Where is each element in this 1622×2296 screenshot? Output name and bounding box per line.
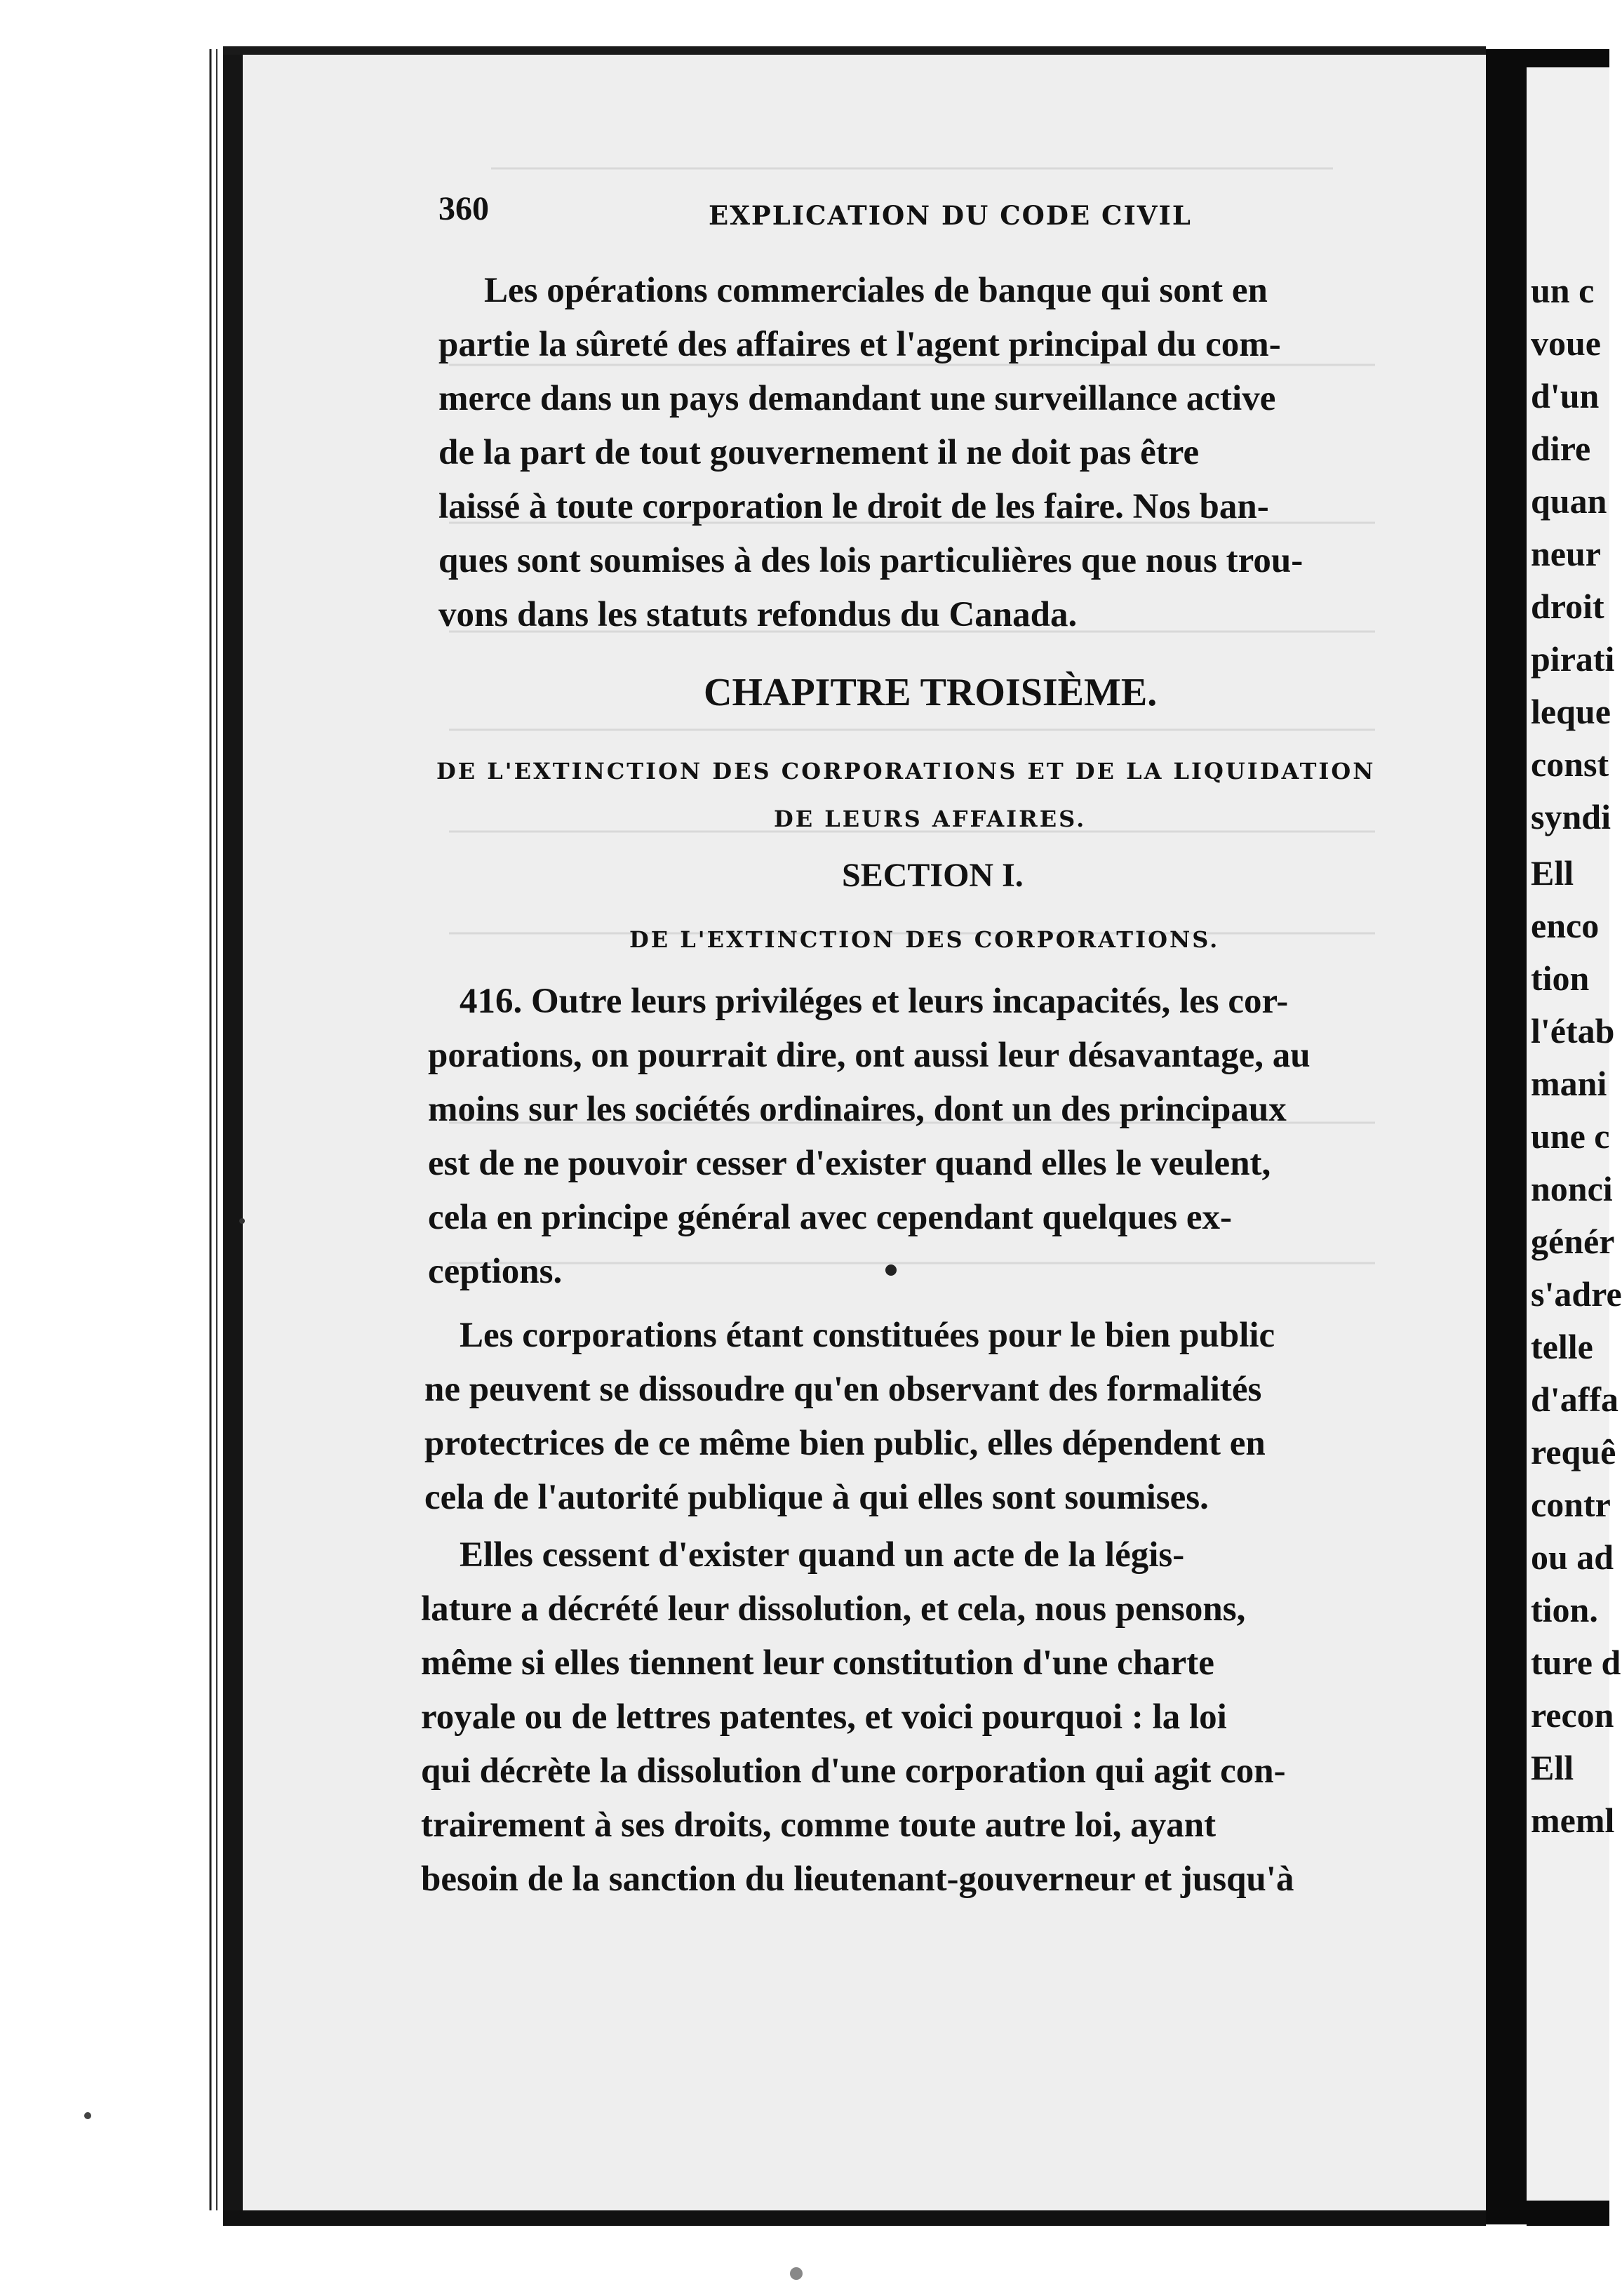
text-line: porations, on pourrait dire, ont aussi leur désavantage, au (428, 1036, 1311, 1075)
text-line: Les corporations étant constituées pour le bien public (460, 1316, 1275, 1355)
text-line: protectrices de ce même bien public, elles dépendent en (424, 1424, 1266, 1463)
text-line: partie la sûreté des affaires et l'agent principal du com- (438, 325, 1281, 364)
facing-line: un c (1531, 271, 1595, 310)
facing-line: enco (1531, 906, 1600, 945)
text-line: 416. Outre leurs priviléges et leurs incapacités, les cor- (460, 982, 1289, 1021)
text-line: merce dans un pays demandant une surveillance active (438, 379, 1276, 418)
text-line: royale ou de lettres patentes, et voici pourquoi : la loi (421, 1697, 1227, 1737)
facing-line: quan (1531, 481, 1607, 521)
facing-line: leque (1531, 692, 1611, 731)
facing-line: contr (1531, 1485, 1611, 1524)
facing-line: ou ad (1531, 1537, 1614, 1577)
text-line: Elles cessent d'exister quand un acte de la légis- (460, 1535, 1185, 1575)
facing-line: génér (1531, 1222, 1615, 1261)
facing-line: tion. (1531, 1590, 1598, 1629)
facing-line: tion (1531, 959, 1590, 998)
section-title: SECTION I. (842, 857, 1024, 894)
text-line: besoin de la sanction du lieutenant-gouverneur et jusqu'à (421, 1860, 1294, 1899)
facing-line: mani (1531, 1064, 1607, 1103)
facing-line: voue (1531, 323, 1601, 363)
text-line: Les opérations commerciales de banque qui sont en (484, 271, 1268, 310)
text-line: même si elles tiennent leur constitution d'une charte (421, 1643, 1214, 1683)
facing-line: telle (1531, 1327, 1593, 1366)
chapter-subtitle: DE LEURS AFFAIRES. (774, 806, 1087, 832)
facing-line: dire (1531, 429, 1591, 468)
text-line: est de ne pouvoir cesser d'exister quand elles le veulent, (428, 1144, 1271, 1183)
text-line: ques sont soumises à des lois particulières que nous trou- (438, 541, 1303, 580)
facing-line: syndi (1531, 797, 1611, 836)
facing-line: const (1531, 745, 1609, 784)
facing-line: Ell (1531, 1748, 1574, 1787)
facing-line: l'étab (1531, 1011, 1615, 1050)
book-gutter (1486, 49, 1527, 2224)
facing-line: neur (1531, 534, 1601, 573)
section-subtitle: DE L'EXTINCTION DES CORPORATIONS. (629, 926, 1220, 953)
text-line: ne peuvent se dissoudre qu'en observant des formalités (424, 1370, 1262, 1409)
facing-line: droit (1531, 587, 1604, 626)
facing-line: ture d (1531, 1643, 1621, 1682)
text-line: ceptions. (428, 1252, 563, 1291)
running-head: EXPLICATION DU CODE CIVIL (709, 200, 1192, 231)
facing-line: d'un (1531, 376, 1600, 415)
text-line: vons dans les statuts refondus du Canada. (438, 595, 1078, 634)
facing-line: pirati (1531, 639, 1615, 679)
facing-line: Ell (1531, 853, 1574, 893)
facing-page-text (1531, 270, 1622, 2193)
text-line: qui décrète la dissolution d'une corporation qui agit con- (421, 1751, 1286, 1791)
text-line: cela en principe général avec cependant quelques ex- (428, 1198, 1232, 1237)
facing-line: recon (1531, 1695, 1614, 1735)
text-line: de la part de tout gouvernement il ne doit pas être (438, 433, 1200, 472)
page-number: 360 (438, 190, 489, 227)
text-line: trairement à ses droits, comme toute autre loi, ayant (421, 1806, 1216, 1845)
text-line: laissé à toute corporation le droit de les faire. Nos ban- (438, 487, 1269, 526)
chapter-subtitle: DE L'EXTINCTION DES CORPORATIONS ET DE LA LIQUIDATION (436, 758, 1376, 785)
text-line: cela de l'autorité publique à qui elles sont soumises. (424, 1478, 1209, 1517)
facing-line: nonci (1531, 1169, 1613, 1208)
chapter-title: CHAPITRE TROISIÈME. (704, 671, 1158, 714)
facing-line: une c (1531, 1116, 1610, 1156)
facing-line: requê (1531, 1432, 1616, 1471)
facing-line: meml (1531, 1801, 1615, 1840)
text-line: lature a décrété leur dissolution, et cela, nous pensons, (421, 1589, 1246, 1629)
facing-line: s'adre (1531, 1274, 1622, 1314)
page-stack-edge (223, 49, 243, 2217)
text-line: moins sur les sociétés ordinaires, dont un des principaux (428, 1090, 1287, 1129)
facing-line: d'affa (1531, 1380, 1618, 1419)
